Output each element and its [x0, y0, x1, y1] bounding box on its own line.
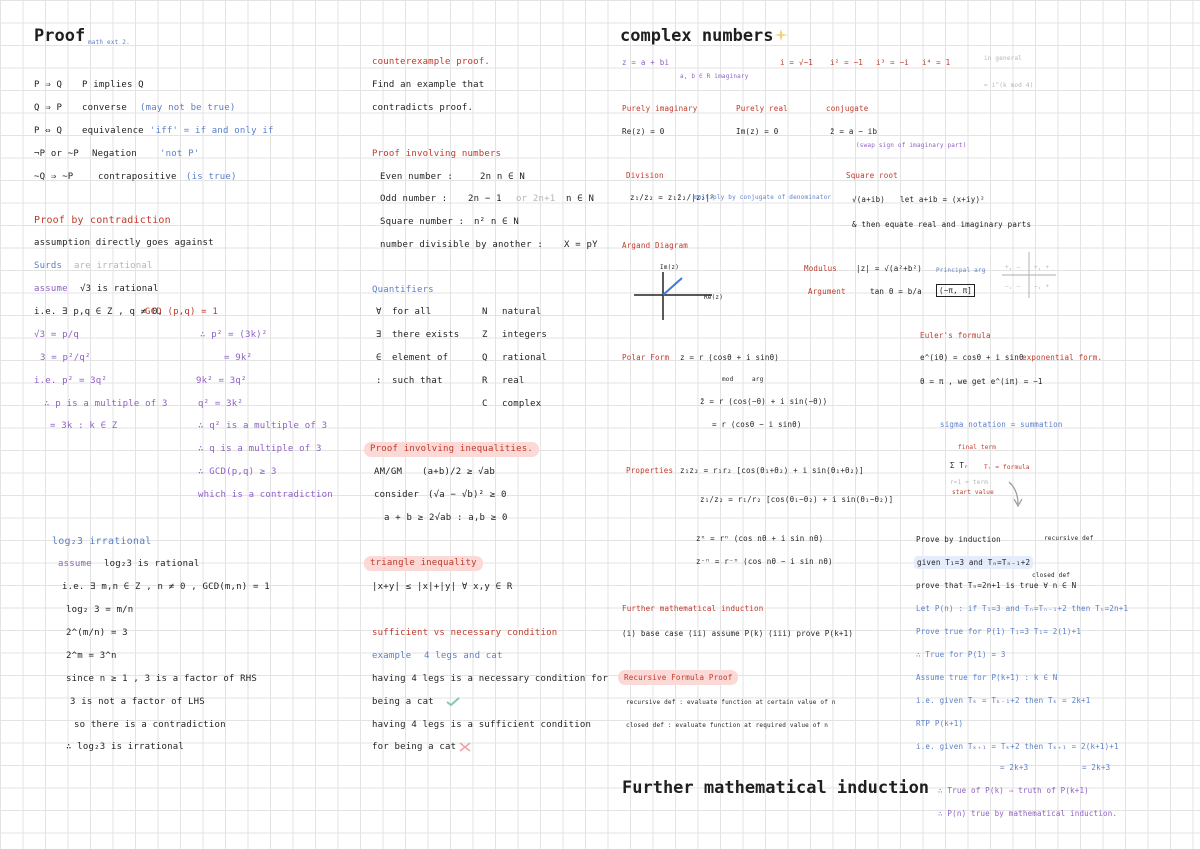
square-root-note: & then equate real and imaginary parts [852, 220, 1032, 229]
further-induction-title: Further mathematical induction [622, 604, 764, 613]
consider-keyword: consider [374, 490, 419, 500]
check-mark-icon [446, 697, 460, 707]
odd-domain: n ∈ N [566, 194, 595, 204]
arrow-down-icon [1006, 480, 1026, 510]
sufficient-title: sufficient vs necessary condition [372, 628, 558, 638]
odd-alt: or 2n+1 [516, 194, 556, 204]
argand-diagram [630, 268, 720, 322]
contradiction-title: Proof by contradiction [34, 215, 171, 226]
square-label: Square number : [380, 217, 465, 227]
induction-step-6: RTP P(k+1) [916, 719, 964, 728]
property-4: z⁻ⁿ = r⁻ⁿ (cos nθ − i sin nθ) [696, 557, 833, 566]
set-sym-1: Z [482, 330, 488, 340]
odd-value: 2n − 1 [468, 194, 502, 204]
set-txt-0: natural [502, 307, 542, 317]
euler-note: exponential form. [1022, 353, 1103, 362]
necessary-line-1: having 4 legs is a necessary condition for [372, 674, 608, 684]
complex-form: z = a + bi [622, 58, 670, 67]
i-squared: i² = −1 [830, 58, 864, 67]
argand-title: Argand Diagram [622, 241, 689, 250]
conjugate-value: z̄ = a − ib [830, 127, 878, 136]
surd-right-6: ∴ q is a multiple of 3 [198, 444, 322, 454]
proof-title-note: math ext 2. [88, 39, 130, 46]
induction-step-8: = 2k+3 [1000, 763, 1029, 772]
quadrant-tl: +, − [1005, 264, 1021, 271]
induction-note-closed: closed def [1032, 572, 1071, 579]
surd-gcd: GCD (p,q) = 1 [145, 307, 219, 317]
logs-step-4: since n ≥ 1 , 3 is a factor of RHS [66, 674, 258, 684]
logs-assume-text: log₂3 is rational [104, 559, 200, 569]
logs-step-2: 2^(m/n) = 3 [66, 628, 128, 638]
logs-step-1: log₂ 3 = m/n [66, 605, 134, 615]
induction-step-2: Prove true for P(1) T₁=3 T₁= 2(1)+1 [916, 627, 1082, 636]
contrapositive-text: contrapositive [98, 172, 177, 182]
purely-real-value: Im(z) = 0 [736, 127, 779, 136]
equiv-note: 'iff' = if and only if [150, 126, 274, 136]
quantifier-sym-3: : [376, 376, 382, 386]
surd-right-1: ∴ p² = (3k)² [200, 330, 268, 340]
equiv-text: equivalence [82, 126, 144, 136]
logs-ie: i.e. ∃ m,n ∈ Z , n ≠ 0 , GCD(m,n) = 1 [62, 582, 270, 592]
set-sym-2: Q [482, 353, 488, 363]
sigma-title: sigma notation = summation [940, 420, 1063, 429]
surd-right-4: q² = 3k² [198, 399, 243, 409]
implies-text: P implies Q [82, 80, 144, 90]
recursive-def-2: closed def : evaluate function at required value of n [626, 722, 829, 729]
even-value: 2n n ∈ N [480, 172, 525, 182]
further-induction-big-title: Further mathematical induction [622, 778, 930, 798]
conjugate-note: (swap sign of imaginary part) [856, 142, 967, 149]
triangle-value: |x+y| ≤ |x|+|y| ∀ x,y ∈ R [372, 582, 513, 592]
i-general-value: = i^(k mod 4) [984, 82, 1034, 89]
surd-ie-line: i.e. ∃ p,q ∈ Z , q ≠ 0, [34, 307, 164, 317]
polar-conj-1: z̄ = r (cos(−θ) + i sin(−θ)) [700, 397, 828, 406]
surd-step-5: = 3k : k ∈ Z [50, 421, 118, 431]
logs-step-6: so there is a contradiction [74, 720, 226, 730]
set-sym-3: R [482, 376, 488, 386]
consider-value: (√a − √b)² ≥ 0 [428, 490, 507, 500]
quantifier-txt-2: element of [392, 353, 449, 363]
induction-note-recursive: recursive def [1044, 535, 1094, 542]
contradiction-desc: assumption directly goes against [34, 238, 214, 248]
quantifier-sym-2: ∈ [376, 353, 382, 363]
complex-form-sub: a, b ∈ R imaginary [680, 73, 749, 80]
necessary-line-2: being a cat [372, 697, 434, 707]
division-title: Division [626, 171, 664, 180]
triangle-title: triangle inequality [364, 556, 483, 571]
surd-step-1: √3 = p/q [34, 330, 79, 340]
surd-right-2: = 9k² [224, 353, 253, 363]
cross-mark-icon [458, 742, 472, 752]
induction-conclusion-2: ∴ P(n) true by mathematical induction. [938, 809, 1118, 818]
principal-arg-value: (−π, π] [936, 284, 975, 297]
negation-note: 'not P' [160, 149, 200, 159]
i-definition: i = √−1 [780, 58, 814, 67]
complex-title: complex numbers [620, 26, 774, 46]
contrapositive-symbol: ~Q ⇒ ~P [34, 172, 74, 182]
induction-given: given T₁=3 and Tₙ=Tₙ₋₁+2 [914, 556, 1033, 569]
inequality-result: a + b ≥ 2√ab : a,b ≥ 0 [384, 513, 508, 523]
logs-step-5: 3 is not a factor of LHS [70, 697, 205, 707]
i-fourth: i⁴ = 1 [922, 58, 951, 67]
sufficient-line-2: for being a cat [372, 742, 457, 752]
modulus-value: |z| = √(a²+b²) [856, 264, 923, 273]
square-value: n² n ∈ N [474, 217, 519, 227]
logs-step-7: ∴ log₂3 is irrational [66, 742, 184, 752]
property-1: z₁z₂ = r₁r₂ [cos(θ₁+θ₂) + i sin(θ₁+θ₂)] [680, 466, 864, 475]
sufficient-example-keyword: example [372, 651, 412, 661]
quantifier-sym-0: ∀ [376, 307, 382, 317]
euler-title: Euler's formula [920, 331, 991, 340]
set-txt-4: complex [502, 399, 542, 409]
surd-step-2: 3 = p²/q² [40, 353, 91, 363]
surd-right-3: 9k² = 3q² [196, 376, 247, 386]
inequalities-title: Proof involving inequalities. [364, 442, 539, 457]
surd-step-3: i.e. p² = 3q² [34, 376, 108, 386]
counterexample-title: counterexample proof. [372, 57, 490, 67]
induction-conclusion-1: ∴ True of P(k) ⇒ truth of P(k+1) [938, 786, 1089, 795]
sigma-note-1: Tᵣ = formula [984, 464, 1030, 471]
quadrant-tr: +, + [1034, 264, 1050, 271]
converse-note: (may not be true) [140, 103, 236, 113]
induction-example-title: Prove by induction [916, 535, 1001, 544]
property-3: zⁿ = rⁿ (cos nθ + i sin nθ) [696, 534, 824, 543]
converse-text: converse [82, 103, 127, 113]
induction-step-5: i.e. given Tₖ = Tₖ₋₁+2 then Tₖ = 2k+1 [916, 696, 1091, 705]
induction-step-3: ∴ True for P(1) = 3 [916, 650, 1006, 659]
logs-step-3: 2^m = 3^n [66, 651, 117, 661]
logs-assume-keyword: assume [58, 559, 92, 569]
sufficient-example-text: 4 legs and cat [424, 651, 503, 661]
division-formula: z₁/z₂ = z₁z̄₂/|z₂|² [630, 193, 715, 202]
quantifier-txt-0: for all [392, 307, 432, 317]
sigma-note-2: r=1 = term [950, 479, 989, 486]
induction-step-9: = 2k+3 [1082, 763, 1111, 772]
purely-imaginary-title: Purely imaginary [622, 104, 698, 113]
induction-prove: prove that Tₙ=2n+1 is true ∀ n ∈ N [916, 581, 1077, 590]
amgm-keyword: AM/GM [374, 467, 403, 477]
recursive-def-1: recursive def : evaluate function at certain value of n [626, 699, 836, 706]
negation-text: Negation [92, 149, 137, 159]
modulus-label: Modulus [804, 264, 838, 273]
argand-axis-re: Re(z) [704, 294, 724, 301]
contrapositive-note: (is true) [186, 172, 237, 182]
quantifier-sym-1: ∃ [376, 330, 382, 340]
i-cubed: i³ = −i [876, 58, 910, 67]
further-induction-steps: (i) base case (ii) assume P(k) (iii) prove P(k+1) [622, 629, 854, 638]
polar-mod-label: mod [722, 376, 734, 383]
proof-title: Proof [34, 26, 86, 46]
induction-step-7: i.e. given Tₖ₊₁ = Tₖ+2 then Tₖ₊₁ = 2(k+1)+1 [916, 742, 1119, 751]
numbers-title: Proof involving numbers [372, 149, 502, 159]
counterexample-line-1: Find an example that [372, 80, 485, 90]
euler-pi: θ = π , we get e^(iπ) = −1 [920, 377, 1043, 386]
induction-step-4: Assume true for P(k+1) : k ∈ N [916, 673, 1058, 682]
polar-value: z = r (cosθ + i sinθ) [680, 353, 780, 362]
argument-value: tan θ = b/a [870, 287, 922, 296]
sigma-note-3: start value [952, 489, 994, 496]
conjugate-title: conjugate [826, 104, 869, 113]
sigma-expression: Σ Tᵣ [950, 461, 969, 470]
surd-right-7: ∴ GCD(p,q) ≥ 3 [198, 467, 277, 477]
surds-title: Surds [34, 261, 63, 271]
surds-desc: are irrational [74, 261, 153, 271]
polar-title: Polar Form [622, 353, 670, 362]
equiv-symbol: P ⇔ Q [34, 126, 63, 136]
polar-conj-2: = r (cosθ − i sinθ) [712, 420, 802, 429]
argand-axis-im: Im(z) [660, 264, 680, 271]
even-label: Even number : [380, 172, 454, 182]
divisible-value: X = pY [564, 240, 598, 250]
purely-imaginary-value: Re(z) = 0 [622, 127, 665, 136]
recursive-title: Recursive Formula Proof [618, 670, 738, 685]
sigma-top-note: final term [958, 444, 997, 451]
surd-right-5: ∴ q² is a multiple of 3 [198, 421, 328, 431]
surd-step-4: ∴ p is a multiple of 3 [44, 399, 168, 409]
properties-title: Properties [626, 466, 674, 475]
quantifier-txt-3: such that [392, 376, 443, 386]
set-sym-4: C [482, 399, 488, 409]
quadrant-bl: −, − [1005, 283, 1021, 290]
divisible-label: number divisible by another : [380, 240, 543, 250]
induction-step-1: Let P(n) : if T₁=3 and Tₙ=Tₙ₋₁+2 then Tₙ=2n+1 [916, 604, 1129, 613]
polar-arg-label: arg [752, 376, 764, 383]
odd-label: Odd number : [380, 194, 448, 204]
surd-assume-text: √3 is rational [80, 284, 159, 294]
sparkle-icon [772, 28, 790, 42]
converse-symbol: Q ⇒ P [34, 103, 63, 113]
quantifier-txt-1: there exists [392, 330, 460, 340]
argument-label: Argument [808, 287, 846, 296]
property-2: z₁/z₂ = r₁/r₂ [cos(θ₁−θ₂) + i sin(θ₁−θ₂)] [700, 495, 894, 504]
counterexample-line-2: contradicts proof. [372, 103, 474, 113]
surd-assume-keyword: assume [34, 284, 68, 294]
negation-symbol: ¬P or ~P [34, 149, 79, 159]
quadrant-diagram [1000, 250, 1058, 300]
division-note: multiply by conjugate of denominator [694, 194, 832, 201]
amgm-value: (a+b)/2 ≥ √ab [422, 467, 496, 477]
surd-right-8: which is a contradiction [198, 490, 333, 500]
logs-title: log₂3 irrational [52, 536, 152, 547]
euler-value: e^(iθ) = cosθ + i sinθ [920, 353, 1024, 362]
square-root-title: Square root [846, 171, 898, 180]
set-txt-2: rational [502, 353, 547, 363]
set-txt-3: real [502, 376, 525, 386]
set-sym-0: N [482, 307, 488, 317]
square-root-expr: √(a+ib) [852, 195, 886, 204]
purely-real-title: Purely real [736, 104, 788, 113]
square-root-let: let a+ib = (x+iy)² [900, 195, 985, 204]
implies-symbol: P ⇒ Q [34, 80, 63, 90]
i-general-note: in general [984, 55, 1023, 62]
sufficient-line-1: having 4 legs is a sufficient condition [372, 720, 592, 730]
quantifiers-title: Quantifiers [372, 285, 434, 295]
quadrant-br: −, + [1034, 283, 1050, 290]
set-txt-1: integers [502, 330, 547, 340]
principal-arg-label: Principal arg [936, 267, 986, 274]
